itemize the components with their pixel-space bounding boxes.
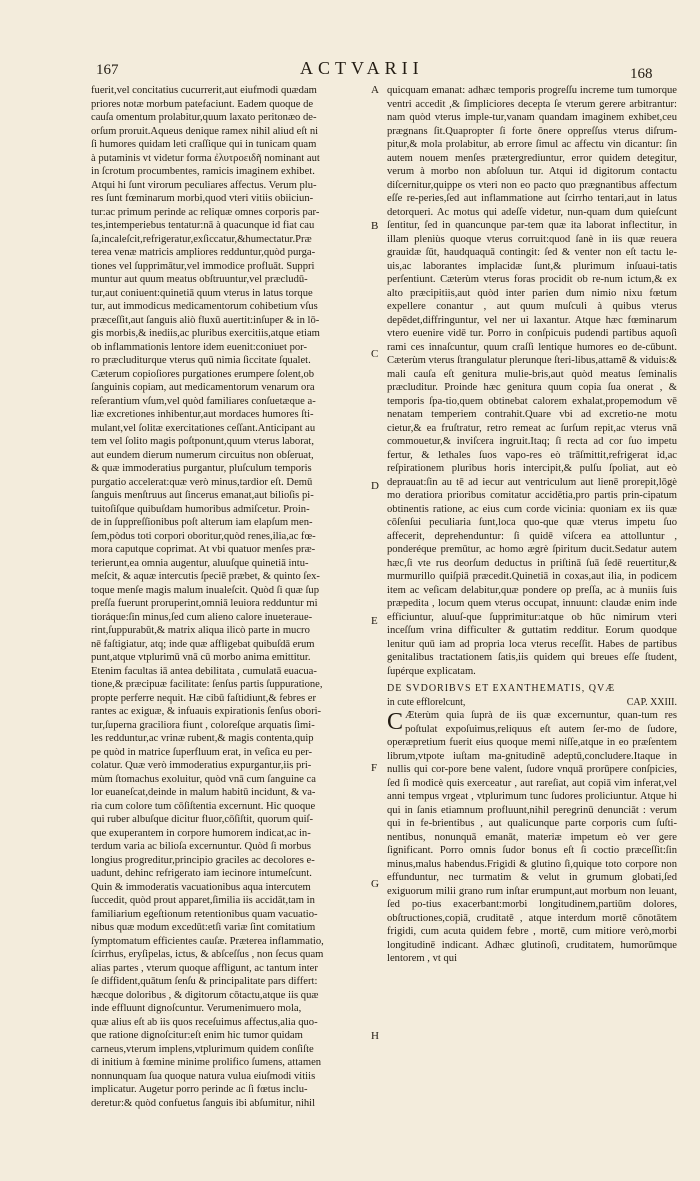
text-line: ob inflammationis lentore idem euenit:coniuet por- — [91, 341, 308, 353]
text-line: purgatio accelerat:quæ verò minus,tardior eſt. Demū — [91, 476, 313, 488]
text-line: ro præcluditurque vterus quū nimia ſiccitate ſqualet. — [91, 355, 311, 366]
text-line: qui ruber albuſque dicitur fluor,cōſiſtit, quorum quiſ- — [91, 814, 313, 825]
text-line: tione,& præcipuæ facilitate: ſenſus partis ſuppuratione, — [91, 679, 323, 690]
text-line: familiarium egeſtionum retentionibus quam vacuatio- — [91, 908, 318, 920]
text-line: Atqui hi ſunt virorum peculiares affectus. Verum plu- — [91, 179, 317, 191]
text-line: ſanguinis copiam, aut medicamentorum venarum ora — [91, 382, 315, 393]
page-number-right: 168 — [630, 66, 653, 82]
text-line: ſymptomatum efficientes cauſæ. Præterea inflammatio, — [91, 935, 324, 947]
text-line: tes,intemperiebus tentatur:nā à quacunque id fiat cau — [91, 220, 315, 231]
text-line: ria cum colore tum cōſiſtentia excernunt. Hic quoque — [91, 800, 316, 812]
text-line: ſe diffident,quātum ſenſu & principalitate pars differt: — [91, 976, 318, 987]
text-line: terierunt,ea omnia augentur, aluuſque quinetiā intu- — [91, 557, 309, 569]
text-line: tur,aut coniuent:quinetiā quum vterus in latus torque — [91, 287, 313, 299]
text-line: rantes ac exiguæ, & infuauis expirationis ſenſus obori- — [91, 706, 322, 717]
text-line: punt,atque vtplurimū vnā cū morbo anima emittitur. — [91, 652, 311, 663]
section-title: DE SVDORIBVS ET EXANTHEMATIS, QVÆ — [387, 683, 616, 694]
running-title: ACTVARII — [300, 58, 424, 78]
body-paragraph-1: quicquam emanat: adhæc temporis progreſſu increme tum tumorque ventri accedit ,& ſimpliciores decepta ſe vterum gerere arbitrantur: nam quòd vterus imple-tur,vanam quandam imaginem exhibet,ceu prægnans ſit.Quapropter ſi forte ōnere oppreſſus vterus diſrum-pitur,& mola prolabitur, ab errore ſimul ac affectu vin dicantur: ſin autem nouem menſes prætergrediuntur, error quidem detegitur, verum à morbo non abſoluun tur. Atqui id digitorum contactu diſcernitur,quippe os vteri non eo pacto quo prægnantibus affectum eſſe re-peries,ſed aut inflammatione aut ſcirrho tentari,aut in latus detorqueri. Ac motus qui adeſſe videtur, nun-quam dum quieſcunt ſentitur, ſed in quancunque par-tem quæ ita laborat inflectitur, in illam pleniùs quoque vterus corruit:quod ſanè in iis quæ reuera grauidæ ſūt, haudquaquā contingit: ſed & venter non eſt tactu le-uis,ac laborantes implacidæ ſunt,& plurimum inſuaui-tatis perſentiunt. Cæterùm vterus foras procidit ob re-num ictum,& ex alto præcipitiis,aut quòd inter parien dum nimio nixu fœtum expellere conantur , aut quum muſculi à quibus vterus depēdet,diffringuntur, vel ner ui laxantur. Atque hæc fœminarum vtero euenire vidē tur. Porro in conſpicuis pudendi partibus aquoſi rami ces innaſcuntur, quum craſſi lentique humores eo de-cūbunt. Cæterùm vterus ſtrangulatur plerunque ſteri-libus,attamē & viduis:& mali cauſa eſt genitura mulie-bris,aut quòd meatus ſeminalis præcluditur. Proinde hæc genitura quum copia ſua onerat , & temporis ſpa-tio,quem obtinebat calorem exhalat,propemodum vē nenatam temperiem contrahit.Quare vbi ad excretio-ne motu cietur,& ea fruſtratur, retro remeat ac ſurſum repit,ac vterus vnā commouetur,& inviſcera ingruit.Itaq; ſi recta ad cor ſuo impetu fertur, & lethales ſuos vapo-res eò trāſmittit,refrigerat id,ac reſpirationem pluribus horis intercipit,& pulſu ſpoliat, aut eò deprauat:ſin au tē ad iecur aut ventriculum aut lienē prorepit,lōgè mo deratiora prioribus comitatur accidētia,pro partis prin-cipatum obtinentis ratione, ac eius cum corde vicinia: quoniam ex iis quæ cōſenſui peculiaria ſunt,loca quo-que quæ vterus impetu ſuo affecerit, deprehenduntur: ſi quidē viſcera ea attolluntur , ponderéque premūtur, ac homo ægrè ſpiritum ducit.Sedatur autem hæc,ſi vte rus deorſum deductus in priſtinā ſuā ſedē reuertitur,& murmurillo quiſpiā præcedit.Quinetiā in coxas,aut ilia, in podicem item ac veſicam delabitur,quæ pondere op preſſa, ac à muniis ſuis præpedita , locum quem vterus occupat, innuunt: claudæ enim inde efficiuntur, aluuſ-que ſupprimitur:atque ob hūc nimirum vteri inceſſum vrina difficulter & guttatim redditur. Eorum quodque lenitur quū iam ad propria loca vterus receſſit. Habes de partibus genitalibus tractationem ſatis,iis quidem qui breues eſſe ſtudent, ſupérque explicatam. — [387, 85, 677, 677]
text-line: ſanguis menſtruus aut ſincerus emanat,aut bilioſis pi- — [91, 490, 314, 501]
text-line: ſem,pòdus toti corpori oboritur,quòd renes,ilia,ac fœ- — [91, 530, 316, 542]
text-line: rint,ſuppurabūt,& matrix aliqua ilicò parte in mucro — [91, 625, 310, 636]
text-line: tioráque:ſin minus,ſed cum alieno calore inueteraue- — [91, 611, 313, 623]
margin-letter-h: H — [371, 1030, 379, 1042]
text-line: mùm ſtomachus exoluitur, quòd vnā cum ſanguine ca — [91, 773, 316, 785]
left-column — [91, 84, 373, 1110]
text-line: orſum proruit.Aqueus denique ramex nihil aliud eſt ni — [91, 125, 319, 137]
text-line: tem vel ſolito magis poſtponunt,quum vterus laborat, — [91, 436, 315, 447]
text-line: colatur. Quæ verò immoderatius expurgantur,iis pri- — [91, 760, 312, 771]
text-line: de in ſuppreſſionibus poſt alterum iam elapſum men- — [91, 517, 313, 528]
section-subtitle — [387, 696, 677, 710]
text-line: meſcit, & aquæ intercutis ſpeciē præbet, & quinto ſex- — [91, 571, 320, 582]
text-line: Quin & immoderatis vacuationibus aqua intercutem — [91, 881, 311, 893]
text-line: res ſunt fœminarum morbi,quod vteri vitiis obiiciun- — [91, 193, 314, 204]
text-line: alias partes , vterum quoque affligunt, ac tantum inter — [91, 962, 318, 974]
text-line: tur, aut immodicus medicamentorum cohibetium vſus — [91, 301, 318, 312]
text-line: nibus quæ modum excedūt:etſi variæ ſint comitatium — [91, 922, 316, 933]
text-line: nē faſtigiatur, atq; inde quæ affligebat quibuſdā erum — [91, 638, 315, 650]
text-line: muntur aut quum meatus obſtruuntur,vel præcludū- — [91, 274, 308, 285]
text-line: tur:ac primum perinde ac reliquæ omnes corporis par- — [91, 206, 320, 218]
text-line: terdum varia ac bilioſa excernuntur. Quòd ſi morbus — [91, 841, 312, 852]
text-line: tiones vel ſupprimātur,vel immodice profluāt. Suppri — [91, 260, 315, 272]
margin-letter-a: A — [371, 84, 379, 96]
body-paragraph-2-text: Æterùm quia ſuprà de iis quæ excernuntur, quan-tum res poſtulat expoſuimus,reliquus eſt autem ſer-mo de ſudore, operæpretium fuerit eius quoque memi niſſe,atque in eo præſentem librum,vtpote iuſtam ma-gnitudinē adeptū,concludere.Itaque in nullis qui cor-pore bene valent, ſudore vnquā prorūpere conſpicies, ſed ſi modicè quis exerceatur , aut rareſiat, aut copiā vim inferat,vel anni tempus vrgeat , vtplurimum tunc ſudores proliciuntur. Atque hi qui in ſanis etiamnum profluunt,nihil peregrinū denunciāt : verum qui in fe-brientibus , aut qualicunque parte corporis cum ſuſti-nentibus, nonunquā emanāt, materiæ impetum eò ver gere ſignificant. Porro omnis ſudor bonus eſt ſi coctio præceſſit:ſin minus,malus habendus.Frigidi & glutino ſi,quique toto corpore non effunduntur, nec turmatim & velut in grumum globati,ſed exiguorum milii grano rum inſtar erumpunt,aut morbum non leuant, ſed po-tius exacerbant:morbi longitudinem,partiūm dolores, obſtructiones,copiā, cruditatē , atque interdum mortē cōnotātem frigidi, cum acuta quidem febre , mortē, cum mitiore verò,morbi longitudinē indicant. Adhæc glutinoſi, cruditatem, humorūmque lentorem , vt qui — [387, 710, 677, 964]
text-line: priores notæ morbum patefaciunt. Eadem quoque de — [91, 98, 314, 110]
right-column — [387, 84, 677, 966]
text-line: reſerantium vſum,vel quòd familiares conſuetæque a- — [91, 395, 316, 407]
margin-letter-d: D — [371, 480, 379, 492]
drop-cap: C — [387, 709, 404, 735]
text-line: hæcque doloribus , & digitorum cōtactu,atque iis quæ — [91, 989, 319, 1001]
text-line: implicatur. Augetur porro perinde ac ſi fœtus inclu- — [91, 1084, 308, 1095]
text-line: di initium à fœmine minime prolifico ſumens, attamen — [91, 1057, 322, 1068]
margin-letter-e: E — [371, 615, 378, 627]
text-line: ſcirrhus, eryſipelas, ictus, & abſceſſus , non ſecus quam — [91, 949, 324, 960]
text-line: toque menſe magis malum inualeſcit. Quòd ſi quæ ſup — [91, 584, 320, 596]
text-line: Etenim facultas iā antea debilitata , cumulatā euacua- — [91, 665, 317, 677]
text-line: mora caputque coprimat. At vbi quatuor menſes præ- — [91, 544, 316, 555]
text-line: mulant,vel ſolitæ exercitationes ceſſant.Anticipant au — [91, 422, 316, 434]
text-line: ſa,incaleſcit,refrigeratur,exſiccatur,&humectatur.Præ — [91, 233, 312, 245]
text-line: cauſa omentum prolabitur,quum laxato peritonæo de- — [91, 112, 317, 123]
chapter-number: CAP. XXIII. — [626, 696, 677, 708]
text-line: aut eundem dierum numerum circuitus non obſeruat, — [91, 449, 314, 461]
text-line: pe quòd in matrice ſuperfluum erat, in veſica eu per- — [91, 746, 312, 758]
text-line: liæ excretiones inhibentur,aut mordaces humores ſti- — [91, 409, 314, 420]
text-line: que exuperantem in corpore humorem indicat,ac in- — [91, 827, 311, 839]
text-line: deretur:& quòd confuetus ſanguis ibi abſumitur, nihil — [91, 1097, 316, 1109]
text-line: tur,ſuperna graciliora fiunt , coloreſque arquatis ſimi- — [91, 719, 315, 731]
text-line: nonnunquam ſua quoque natura vulua eiuſmodi vitiis — [91, 1070, 316, 1082]
text-line: fuerit,vel concitatius cucurrerit,aut eiufmodi quædam — [91, 85, 317, 96]
text-line: à putaminis vt videtur forma ἐλυτροειδῆ nominant aut — [91, 152, 320, 164]
section-subtitle-text: in cute efflorelcunt, — [387, 696, 466, 708]
text-line: in ſcrotum procumbentes, ramicis imaginem exhibet. — [91, 166, 315, 177]
text-line: ſuccedit, quòd prout apparet,ſimilia iis accidāt,tam in — [91, 895, 315, 906]
text-line: gis morbis,& inediis,ac pluribus exercitiis,atque etiam — [91, 328, 320, 339]
text-line: ſi humores quidam leti craſſique qui in tunicam quam — [91, 139, 317, 150]
margin-letter-c: C — [371, 348, 379, 360]
text-line: tuitoſiſque quibuſdam humoribus admiſcetur. Proin- — [91, 503, 310, 515]
text-line: quæ alius eſt ab iis quos receſuimus affectus,alia quo- — [91, 1016, 318, 1028]
margin-letter-f: F — [371, 762, 378, 774]
text-line: les redduntur,ac vrinæ rubent,& magis contenta,quip — [91, 733, 314, 744]
text-line: lor euaneſcat,deinde in malum habitū incidunt, & va- — [91, 787, 316, 798]
text-line: præceſſit,aut ſanguis aliò fluxū auertit:inſuper & in lō- — [91, 314, 320, 326]
text-line: que ratione dignoſcitur:eſt enim hic tumor quidam — [91, 1030, 303, 1041]
text-line: propte perferre nequit. Hæ cibū faſtidiunt,& febres er — [91, 692, 317, 704]
body-paragraph-2 — [387, 709, 677, 966]
text-line: longius progreditur,principio graciles ac decolores e- — [91, 854, 315, 866]
text-line: preſſa fuerunt proruperint,omniā leuiora redduntur mi — [91, 598, 318, 609]
page-number-left: 167 — [96, 62, 119, 78]
margin-letter-b: B — [371, 220, 379, 232]
text-line: carneus,vterum implens,vtplurimum quidem conſiſte — [91, 1043, 314, 1055]
margin-letter-g: G — [371, 878, 379, 890]
text-line: terea venæ matricis ampliores redduntur,quòd purga- — [91, 247, 316, 258]
text-line: Cæterum copioſiores purgationes erumpere ſolent,ob — [91, 368, 315, 380]
text-line: uadunt, dehinc refrigerato iam iecinore intumeſcunt. — [91, 868, 312, 879]
text-line: & quæ immoderatius purgantur, pluſculum temporis — [91, 463, 312, 474]
text-line: inde effluunt dignoſcuntur. Verumenimuero mola, — [91, 1003, 302, 1014]
